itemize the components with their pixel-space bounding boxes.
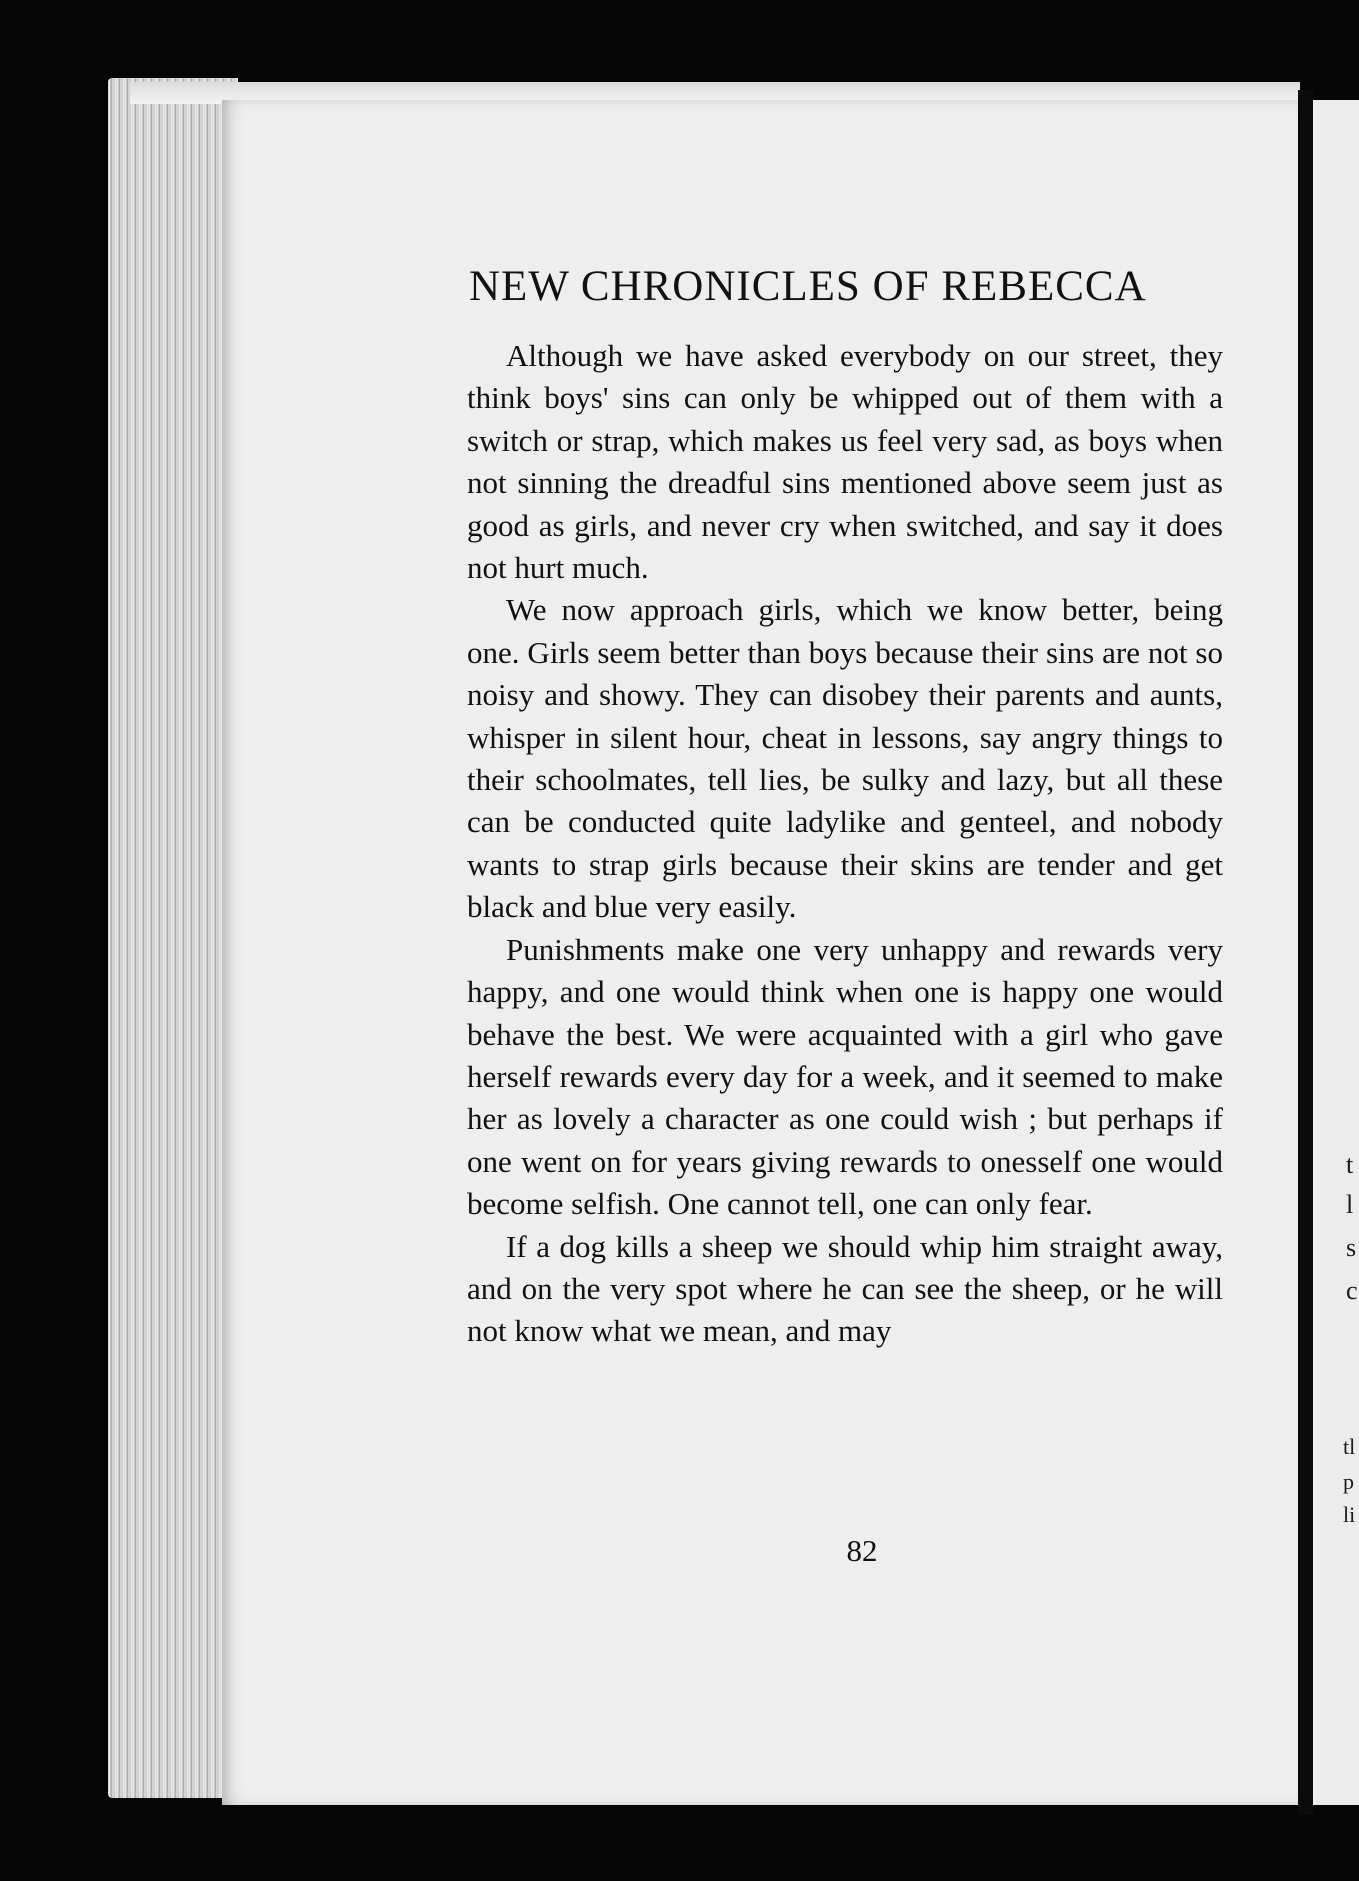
facing-page-fragment: t bbox=[1346, 1150, 1354, 1179]
facing-page-fragment: tl bbox=[1343, 1434, 1356, 1459]
paragraph: Although we have asked everybody on our street, they think boys' sins can only be whipped out of them with a switch or strap, which makes us feel very sad, as boys when not sinning the dreadful sins mentioned above seem just as good as girls, and never cry when switched, and say it does not hurt much. bbox=[467, 338, 1223, 586]
facing-page-fragment: s bbox=[1346, 1233, 1357, 1262]
page-number: 82 bbox=[846, 1533, 878, 1568]
facing-page-fragment: li bbox=[1343, 1502, 1356, 1527]
body-text bbox=[467, 335, 1223, 1353]
paragraph: If a dog kills a sheep we should whip him straight away, and on the very spot where he can see the sheep, or he will not know what we mean, and may bbox=[467, 1228, 1223, 1349]
running-head: NEW CHRONICLES OF REBECCA bbox=[469, 263, 1147, 310]
facing-page-fragment: l bbox=[1346, 1190, 1354, 1219]
facing-page-fragment: c bbox=[1346, 1276, 1358, 1305]
book-page-edges bbox=[108, 78, 238, 1798]
paragraph: Punishments make one very unhappy and rewards very happy, and one would think when one is happy one would behave the best. We were acquainted with a girl who gave herself rewards every day for a week, and it seemed to make her as lovely a character as one could wish ; but perhaps if one went on for years giving rewards to onesself one would become selfish. One cannot tell, one can only fear. bbox=[467, 931, 1223, 1222]
facing-page-edge bbox=[1313, 100, 1359, 1805]
paragraph: We now approach girls, which we know better, being one. Girls seem better than boys because their sins are not so noisy and showy. They can disobey their parents and aunts, whisper in silent hour, cheat in lessons, say angry things to their schoolmates, tell lies, be sulky and lazy, but all these can be conducted quite ladylike and genteel, and nobody wants to strap girls because their skins are tender and get black and blue very easily. bbox=[467, 592, 1223, 925]
facing-page-fragment: p bbox=[1343, 1469, 1354, 1494]
book-gutter bbox=[1298, 90, 1314, 1815]
